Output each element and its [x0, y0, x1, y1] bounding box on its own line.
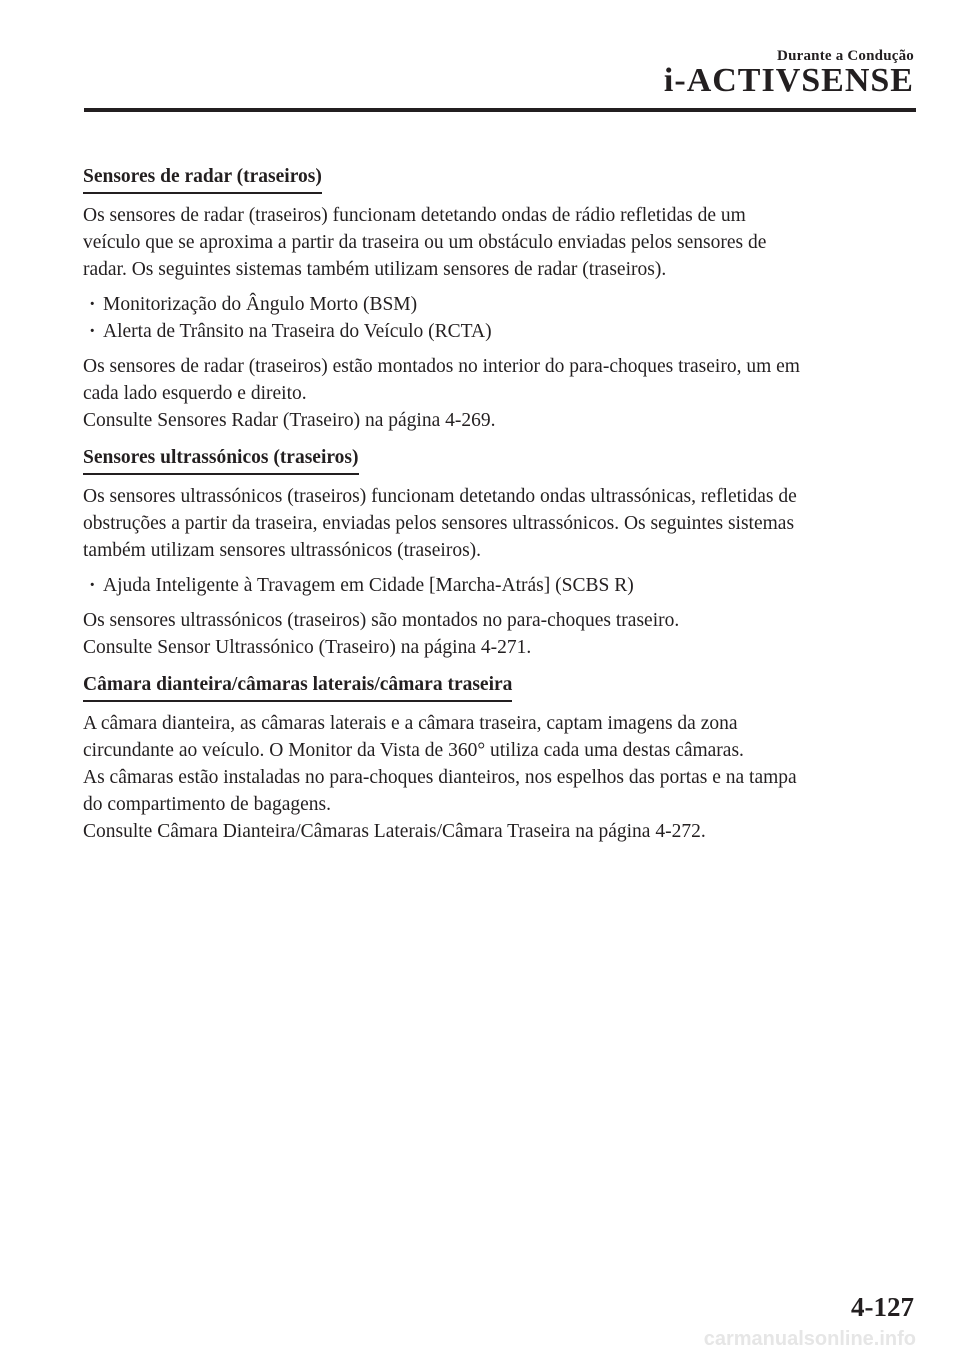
- text-line: Os sensores de radar (traseiros) funcionam detetando ondas de rádio refletidas de um: [83, 205, 746, 226]
- bullet-dot-icon: ·: [89, 321, 96, 342]
- bullet-list: [83, 572, 923, 599]
- text-line: Os sensores de radar (traseiros) estão montados no interior do para-choques traseiro, um em: [83, 356, 800, 377]
- section-heading: Câmara dianteira/câmaras laterais/câmara traseira: [83, 671, 512, 702]
- header-section-title: i-ACTIVSENSE: [663, 62, 914, 99]
- text-line: obstruções a partir da traseira, enviadas pelos sensores ultrassónicos. Os seguintes sistemas: [83, 513, 795, 534]
- section-cameras: [83, 671, 923, 845]
- text-line: Consulte Câmara Dianteira/Câmaras Laterais/Câmara Traseira na página 4-272.: [83, 821, 706, 842]
- header-chapter: Durante a Condução: [777, 48, 914, 64]
- bullet-dot-icon: ·: [89, 575, 96, 596]
- text-line: cada lado esquerdo e direito.: [83, 383, 307, 404]
- text-line: Os sensores ultrassónicos (traseiros) funcionam detetando ondas ultrassónicas, refletidas de: [83, 486, 797, 507]
- text-line: A câmara dianteira, as câmaras laterais e a câmara traseira, captam imagens da zona: [83, 713, 738, 734]
- list-item-text: Ajuda Inteligente à Travagem em Cidade [Marcha-Atrás] (SCBS R): [103, 575, 634, 596]
- list-item-text: Monitorização do Ângulo Morto (BSM): [103, 294, 418, 315]
- text-line: circundante ao veículo. O Monitor da Vista de 360° utiliza cada uma destas câmaras.: [83, 740, 744, 761]
- section-heading: Sensores de radar (traseiros): [83, 163, 322, 194]
- paragraph: [83, 710, 923, 845]
- text-line: do compartimento de bagagens.: [83, 794, 332, 815]
- bullet-dot-icon: ·: [89, 294, 96, 315]
- paragraph: [83, 483, 923, 564]
- list-item: [83, 291, 923, 318]
- text-line: Consulte Sensor Ultrassónico (Traseiro) na página 4-271.: [83, 637, 532, 658]
- list-item-text: Alerta de Trânsito na Traseira do Veículo (RCTA): [103, 321, 492, 342]
- section-ultrasonic-sensors: [83, 444, 923, 661]
- page-content: [83, 163, 923, 855]
- watermark-text[interactable]: carmanualsonline.info: [703, 1328, 916, 1350]
- text-line: As câmaras estão instaladas no para-choques dianteiros, nos espelhos das portas e na tampa: [83, 767, 797, 788]
- paragraph: [83, 202, 923, 283]
- text-line: Os sensores ultrassónicos (traseiros) são montados no para-choques traseiro.: [83, 610, 680, 631]
- bullet-list: [83, 291, 923, 345]
- section-radar-sensors: [83, 163, 923, 434]
- section-heading: Sensores ultrassónicos (traseiros): [83, 444, 359, 475]
- list-item: [83, 572, 923, 599]
- text-line: veículo que se aproxima a partir da traseira ou um obstáculo enviadas pelos sensores de: [83, 232, 767, 253]
- header-rule: [84, 108, 916, 112]
- list-item: [83, 318, 923, 345]
- text-line: radar. Os seguintes sistemas também utilizam sensores de radar (traseiros).: [83, 259, 667, 280]
- paragraph: [83, 607, 923, 661]
- page-number: 4-127: [851, 1292, 914, 1322]
- text-line: Consulte Sensores Radar (Traseiro) na página 4-269.: [83, 410, 496, 431]
- text-line: também utilizam sensores ultrassónicos (traseiros).: [83, 540, 482, 561]
- paragraph: [83, 353, 923, 434]
